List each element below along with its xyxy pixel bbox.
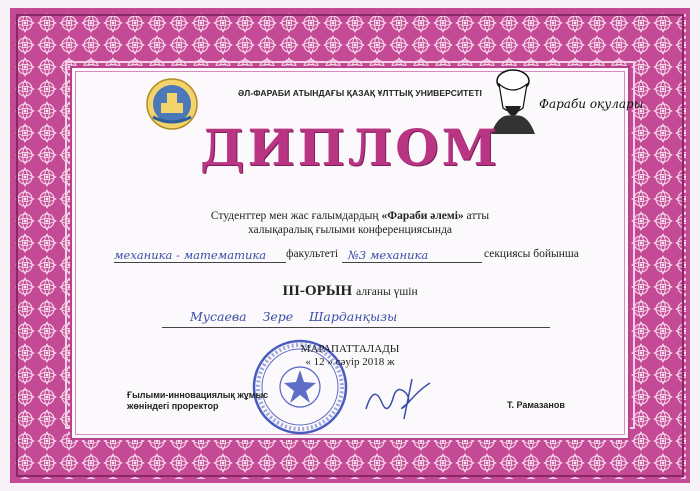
section-label: секциясы бойынша bbox=[484, 248, 579, 260]
faculty-value: механика - математика bbox=[114, 248, 267, 262]
place-label: алғаны үшін bbox=[356, 286, 418, 298]
awarded-text: МАРАПАТТАЛАДЫ bbox=[300, 343, 400, 355]
faculty-label: факультеті bbox=[286, 248, 339, 260]
logo-text: Фараби оқулары bbox=[539, 97, 644, 111]
section-value: №3 механика bbox=[348, 248, 429, 262]
diploma-title: ДИПЛОМ bbox=[199, 118, 501, 177]
recipient-name: Мусаева Зере Шарданқызы bbox=[190, 309, 398, 324]
name-underline bbox=[162, 327, 550, 328]
signer-position bbox=[127, 390, 268, 412]
signer-position-line1: Ғылыми-инновациялық жұмыс bbox=[127, 390, 269, 400]
intro-line2: халықаралық ғылыми конференциясында bbox=[247, 224, 453, 236]
intro-suffix: атты bbox=[466, 210, 490, 222]
place-value: ІІІ-ОРЫН bbox=[282, 283, 353, 299]
conference-name: «Фараби әлемі» bbox=[381, 210, 464, 222]
signer-name: Т. Рамазанов bbox=[507, 400, 565, 410]
intro-line1 bbox=[0, 210, 700, 222]
signer-position-line2: жөніндегі проректор bbox=[127, 401, 219, 411]
section-underline bbox=[342, 262, 482, 263]
faculty-underline bbox=[114, 262, 286, 263]
award-date: « 12 » сәуір 2018 ж bbox=[305, 356, 395, 368]
intro-prefix: Студенттер мен жас ғалымдардың bbox=[210, 210, 379, 222]
place-line bbox=[0, 282, 700, 300]
section-value-wrap bbox=[348, 248, 428, 262]
university-name: ӘЛ-ФАРАБИ АТЫНДАҒЫ ҚАЗАҚ ҰЛТТЫҚ УНИВЕРСИТЕТІ bbox=[237, 88, 482, 98]
signature bbox=[360, 373, 440, 423]
